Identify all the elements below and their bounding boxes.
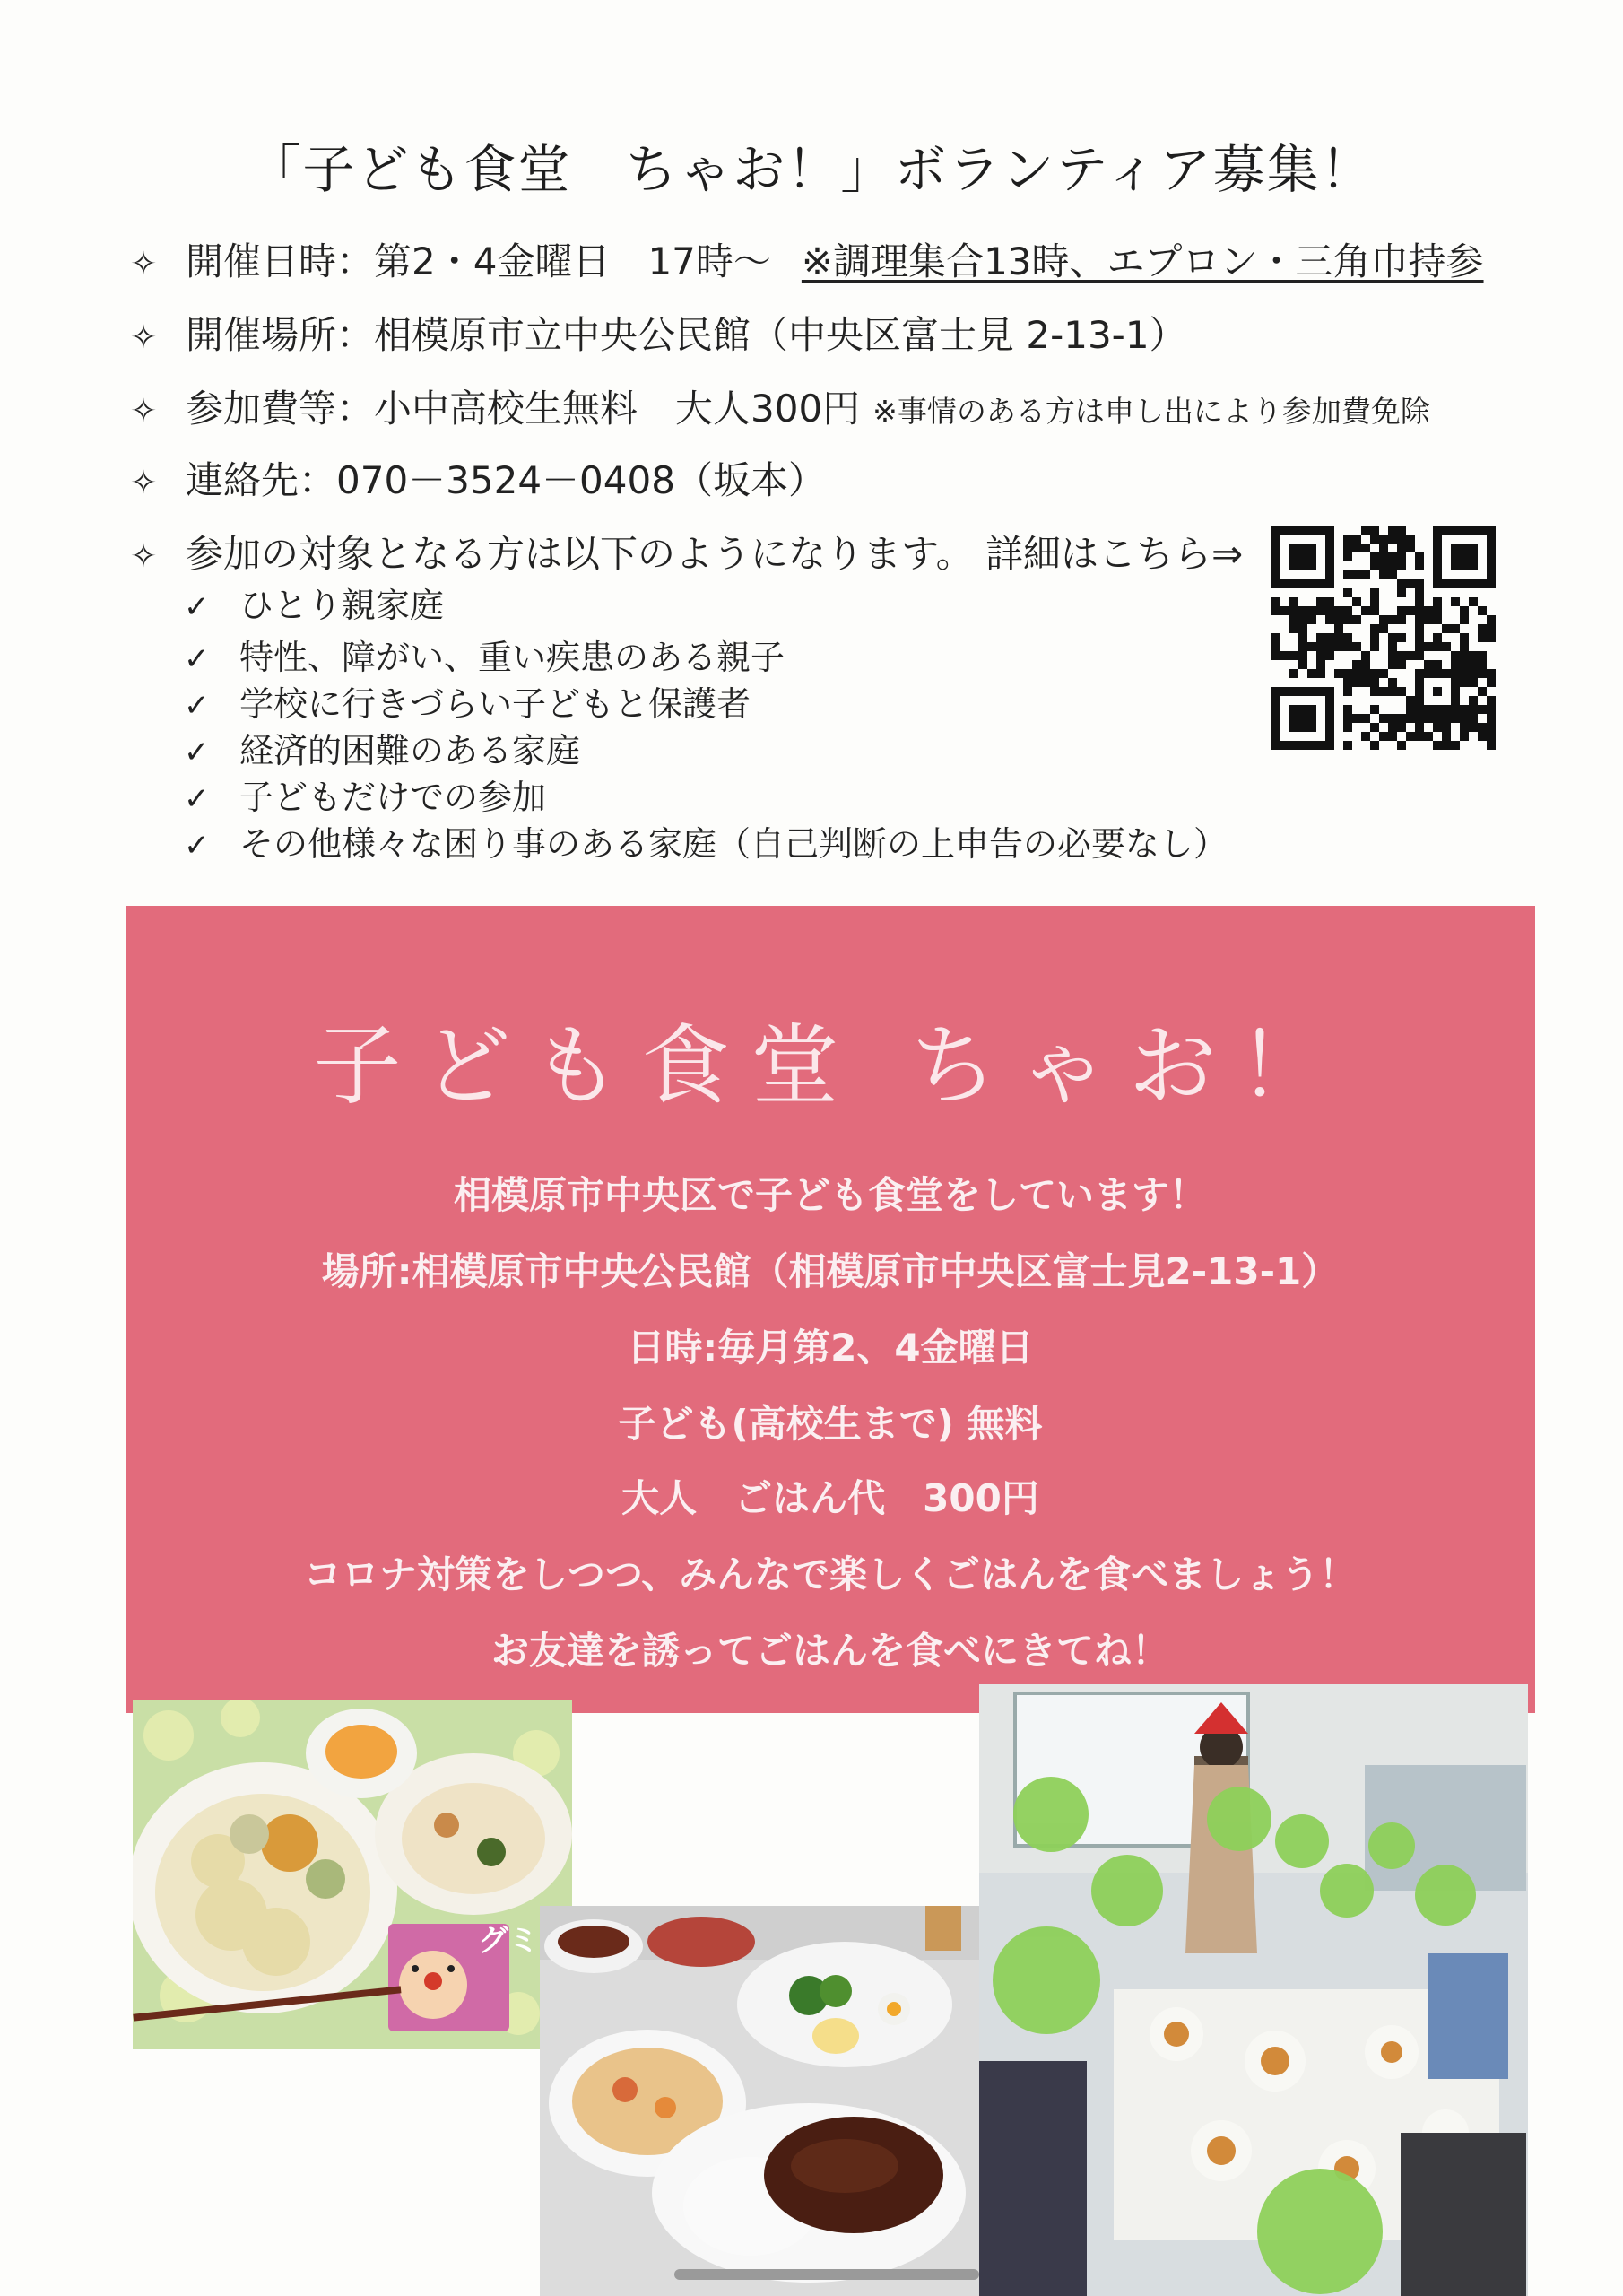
- check-icon: ✓: [184, 641, 210, 677]
- flyer-heading: 子ども食堂 ちゃお！: [313, 1015, 1348, 1118]
- sparkle-icon: ✧: [130, 246, 158, 283]
- target-list: [184, 583, 1228, 868]
- date-text: 開催日時：第2・4金曜日 17時～: [186, 239, 771, 283]
- flyer-line: 相模原市中央区で子ども食堂をしています！: [453, 1173, 1207, 1217]
- info-fee: [130, 386, 1430, 435]
- flyer-line: 大人 ごはん代 300円: [621, 1476, 1039, 1520]
- photo-dining-room: [979, 1684, 1528, 2296]
- photo-meal-plate: [133, 1700, 572, 2049]
- info-date: [130, 239, 1484, 288]
- list-item: ✓ 経済的困難のある家庭: [184, 728, 1228, 775]
- date-note: ※調理集合13時、エプロン・三角巾持参: [801, 239, 1484, 283]
- sparkle-icon: ✧: [130, 319, 158, 356]
- list-item: ✓ 特性、障がい、重い疾患のある親子: [184, 635, 1228, 682]
- place-text: 開催場所：相模原市立中央公民館（中央区富士見 2-13-1）: [186, 313, 1187, 357]
- sparkle-icon: ✧: [130, 538, 158, 575]
- info-contact: [130, 457, 826, 507]
- list-item: ✓ 子どもだけでの参加: [184, 775, 1228, 822]
- sparkle-icon: ✧: [130, 393, 158, 430]
- target-text: 参加の対象となる方は以下のようになります。 詳細はこちら⇒: [186, 532, 1244, 576]
- flyer-line: お友達を誘ってごはんを食べにきてね！: [490, 1629, 1169, 1673]
- flyer-line: 日時:毎月第2、4金曜日: [627, 1326, 1034, 1370]
- page-title: 「子ども食堂 ちゃお！」ボランティア募集！: [248, 139, 1375, 200]
- info-place: [130, 312, 1187, 361]
- fee-note: ※事情のある方は申し出により参加費免除: [872, 394, 1430, 429]
- info-target: [130, 531, 1243, 580]
- contact-text: 連絡先：070－3524－0408（坂本）: [186, 458, 826, 502]
- check-icon: ✓: [184, 735, 210, 770]
- sparkle-icon: ✧: [130, 465, 158, 501]
- fee-text: 参加費等：小中高校生無料 大人300円: [186, 387, 861, 430]
- flyer-line: 子ども(高校生まで) 無料: [618, 1402, 1043, 1446]
- check-icon: ✓: [184, 828, 210, 864]
- flyer-line: 場所:相模原市中央公民館（相模原市中央区富士見2-13-1）: [321, 1249, 1340, 1293]
- photo-curry: [540, 1906, 979, 2296]
- flyer-box: [126, 906, 1535, 1713]
- snack-label: グミ: [478, 1923, 539, 1959]
- check-icon: ✓: [184, 589, 210, 625]
- list-item: ✓ ひとり親家庭: [184, 583, 1228, 630]
- check-icon: ✓: [184, 781, 210, 817]
- qr-code[interactable]: [1271, 526, 1496, 750]
- flyer-line: コロナ対策をしつつ、みんなで楽しくごはんを食べましょう！: [303, 1552, 1358, 1596]
- list-item: ✓ 学校に行きづらい子どもと保護者: [184, 682, 1228, 728]
- list-item: ✓ その他様々な困り事のある家庭（自己判断の上申告の必要なし）: [184, 822, 1228, 868]
- check-icon: ✓: [184, 688, 210, 724]
